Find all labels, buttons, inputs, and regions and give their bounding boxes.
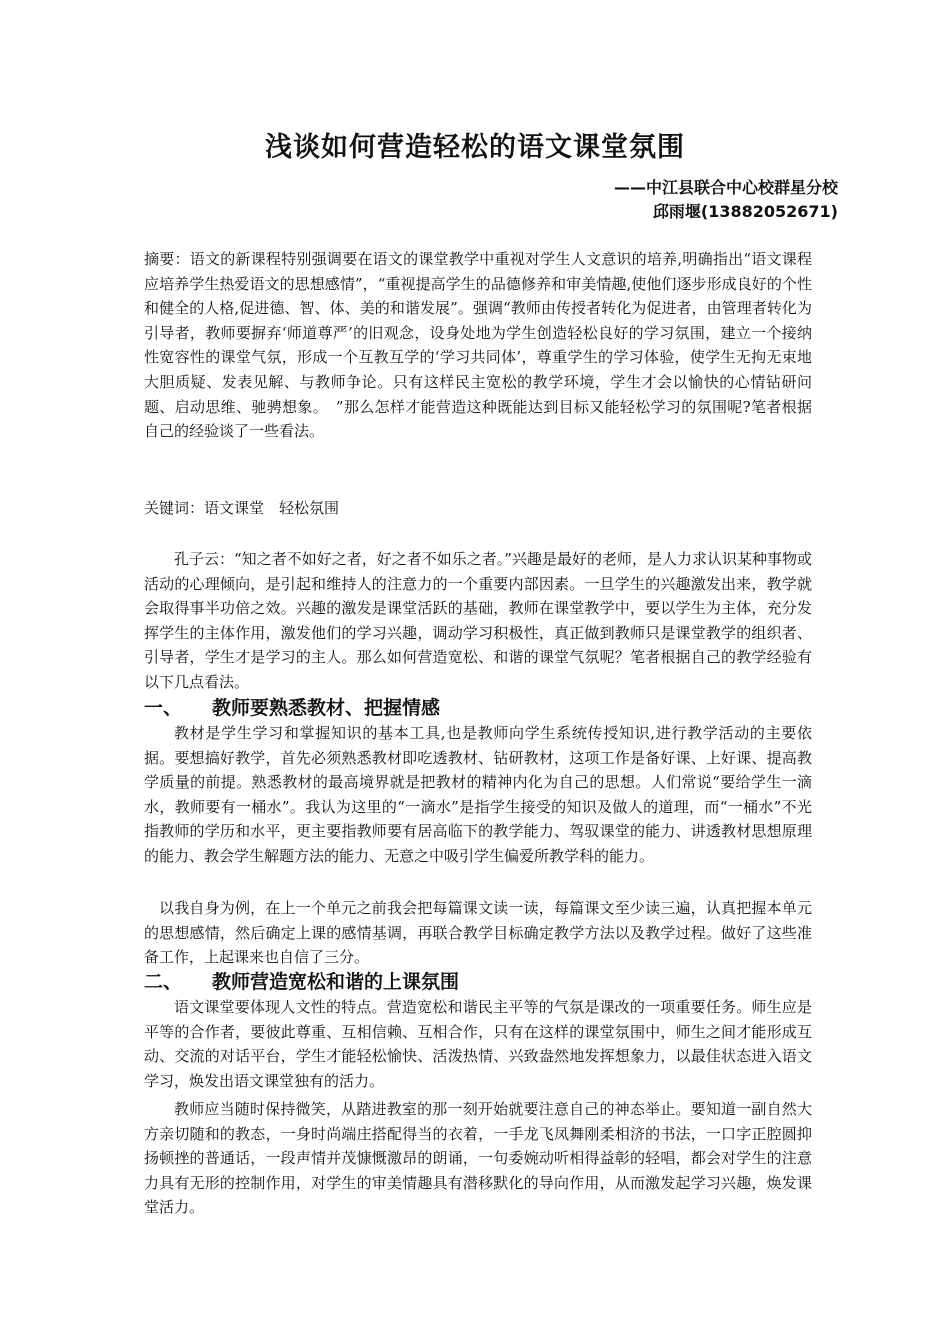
section-2-title: 教师营造宽松和谐的上课氛围 (212, 971, 460, 993)
abstract-paragraph: 摘要：语文的新课程特别强调要在语文的课堂教学中重视对学生人文意识的培养,明确指出“语文课程应培养学生热爱语文的思想感情”，“重视提高学生的品德修养和审美情趣,使他们逐步形成良好的个性和健全的人格,促进德、智、体、美的和谐发展”。强调“教师由传授者转化为促进者，由管理者转化为引导者，教师要摒弃‘师道尊严’的旧观念，设身处地为学生创造轻松良好的学习氛围，建立一个接纳性宽容性的课堂气氛，形成一个互教互学的‘学习共同体’，尊重学生的学习体验，使学生无拘无束地大胆质疑、发表见解、与教师争论。只有这样民主宽松的教学环境，学生才会以愉快的心情钻研问题、启动思维、驰骋想象。 ”那么怎样才能营造这种既能达到目标又能轻松学习的氛围呢?笔者根据自己的经验谈了一些看法。 (144, 250, 812, 441)
document-title: 浅谈如何营造轻松的语文课堂氛围 (265, 132, 685, 163)
section-1-title: 教师要熟悉教材、把握情感 (212, 697, 441, 719)
section-1-heading (144, 695, 812, 721)
section-2-paragraph-2: 教师应当随时保持微笑，从踏进教室的那一刻开始就要注意自己的神态举止。要知道一副自然大方亲切随和的教态，一身时尚端庄搭配得当的衣着，一手龙飞凤舞刚柔相济的书法，一口字正腔圆抑扬顿挫的普通话，一段声情并茂慷慨激昂的朗诵，一句委婉动听相得益彰的轻唱，都会对学生的注意力具有无形的控制作用，对学生的审美情趣具有潜移默化的导向作用，从而激发起学习兴趣，焕发课堂活力。 (144, 1100, 812, 1217)
section-2-paragraph-1: 语文课堂要体现人文性的特点。营造宽松和谐民主平等的气氛是课改的一项重要任务。师生应是平等的合作者，要彼此尊重、互相信赖、互相合作，只有在这样的课堂氛围中，师生之间才能形成互动、交流的对话平台，学生才能轻松愉快、活泼热情、兴致盎然地发挥想象力，以最佳状态进入语文学习，焕发出语文课堂独有的活力。 (144, 998, 812, 1090)
keywords-line: 关键词：语文课堂 轻松氛围 (144, 499, 340, 517)
section-1-paragraph-2: 以我自身为例，在上一个单元之前我会把每篇课文读一读，每篇课文至少读三遍，认真把握本单元的思想感情，然后确定上课的感情基调，再联合教学目标确定教学方法以及教学过程。做好了这些准备工作，上起课来也自信了三分。 (144, 899, 812, 967)
byline-school: ——中江县联合中心校群星分校 (613, 178, 838, 197)
byline-author: 邱雨堰(13882052671) (652, 202, 838, 221)
section-2-heading (144, 969, 812, 995)
section-2-number: 二、 (144, 971, 183, 993)
intro-paragraph: 孔子云：“知之者不如好之者，好之者不如乐之者。”兴趣是最好的老师，是人力求认识某种事物或活动的心理倾向，是引起和维持人的注意力的一个重要内部因素。一旦学生的兴趣激发出来，教学就会取得事半功倍之效。兴趣的激发是课堂活跃的基础，教师在课堂教学中，要以学生为主体，充分发挥学生的主体作用，激发他们的学习兴趣，调动学习积极性，真正做到教师只是课堂教学的组织者、引导者，学生才是学习的主人。那么如何营造宽松、和谐的课堂气氛呢？笔者根据自己的教学经验有以下几点看法。 (144, 550, 812, 691)
section-1-paragraph-1: 教材是学生学习和掌握知识的基本工具,也是教师向学生系统传授知识,进行教学活动的主要依据。要想搞好教学，首先必须熟悉教材即吃透教材、钻研教材，这项工作是备好课、上好课、提高教学质量的前提。熟悉教材的最高境界就是把教材的精神内化为自己的思想。人们常说“要给学生一滴水，教师要有一桶水”。我认为这里的“一滴水”是指学生接受的知识及做人的道理，而“一桶水”不光指教师的学历和水平，更主要指教师要有居高临下的教学能力、驾驭课堂的能力、讲透教材思想原理的能力、教会学生解题方法的能力、无意之中吸引学生偏爱所教学科的能力。 (144, 724, 812, 865)
section-1-number: 一、 (144, 697, 183, 719)
